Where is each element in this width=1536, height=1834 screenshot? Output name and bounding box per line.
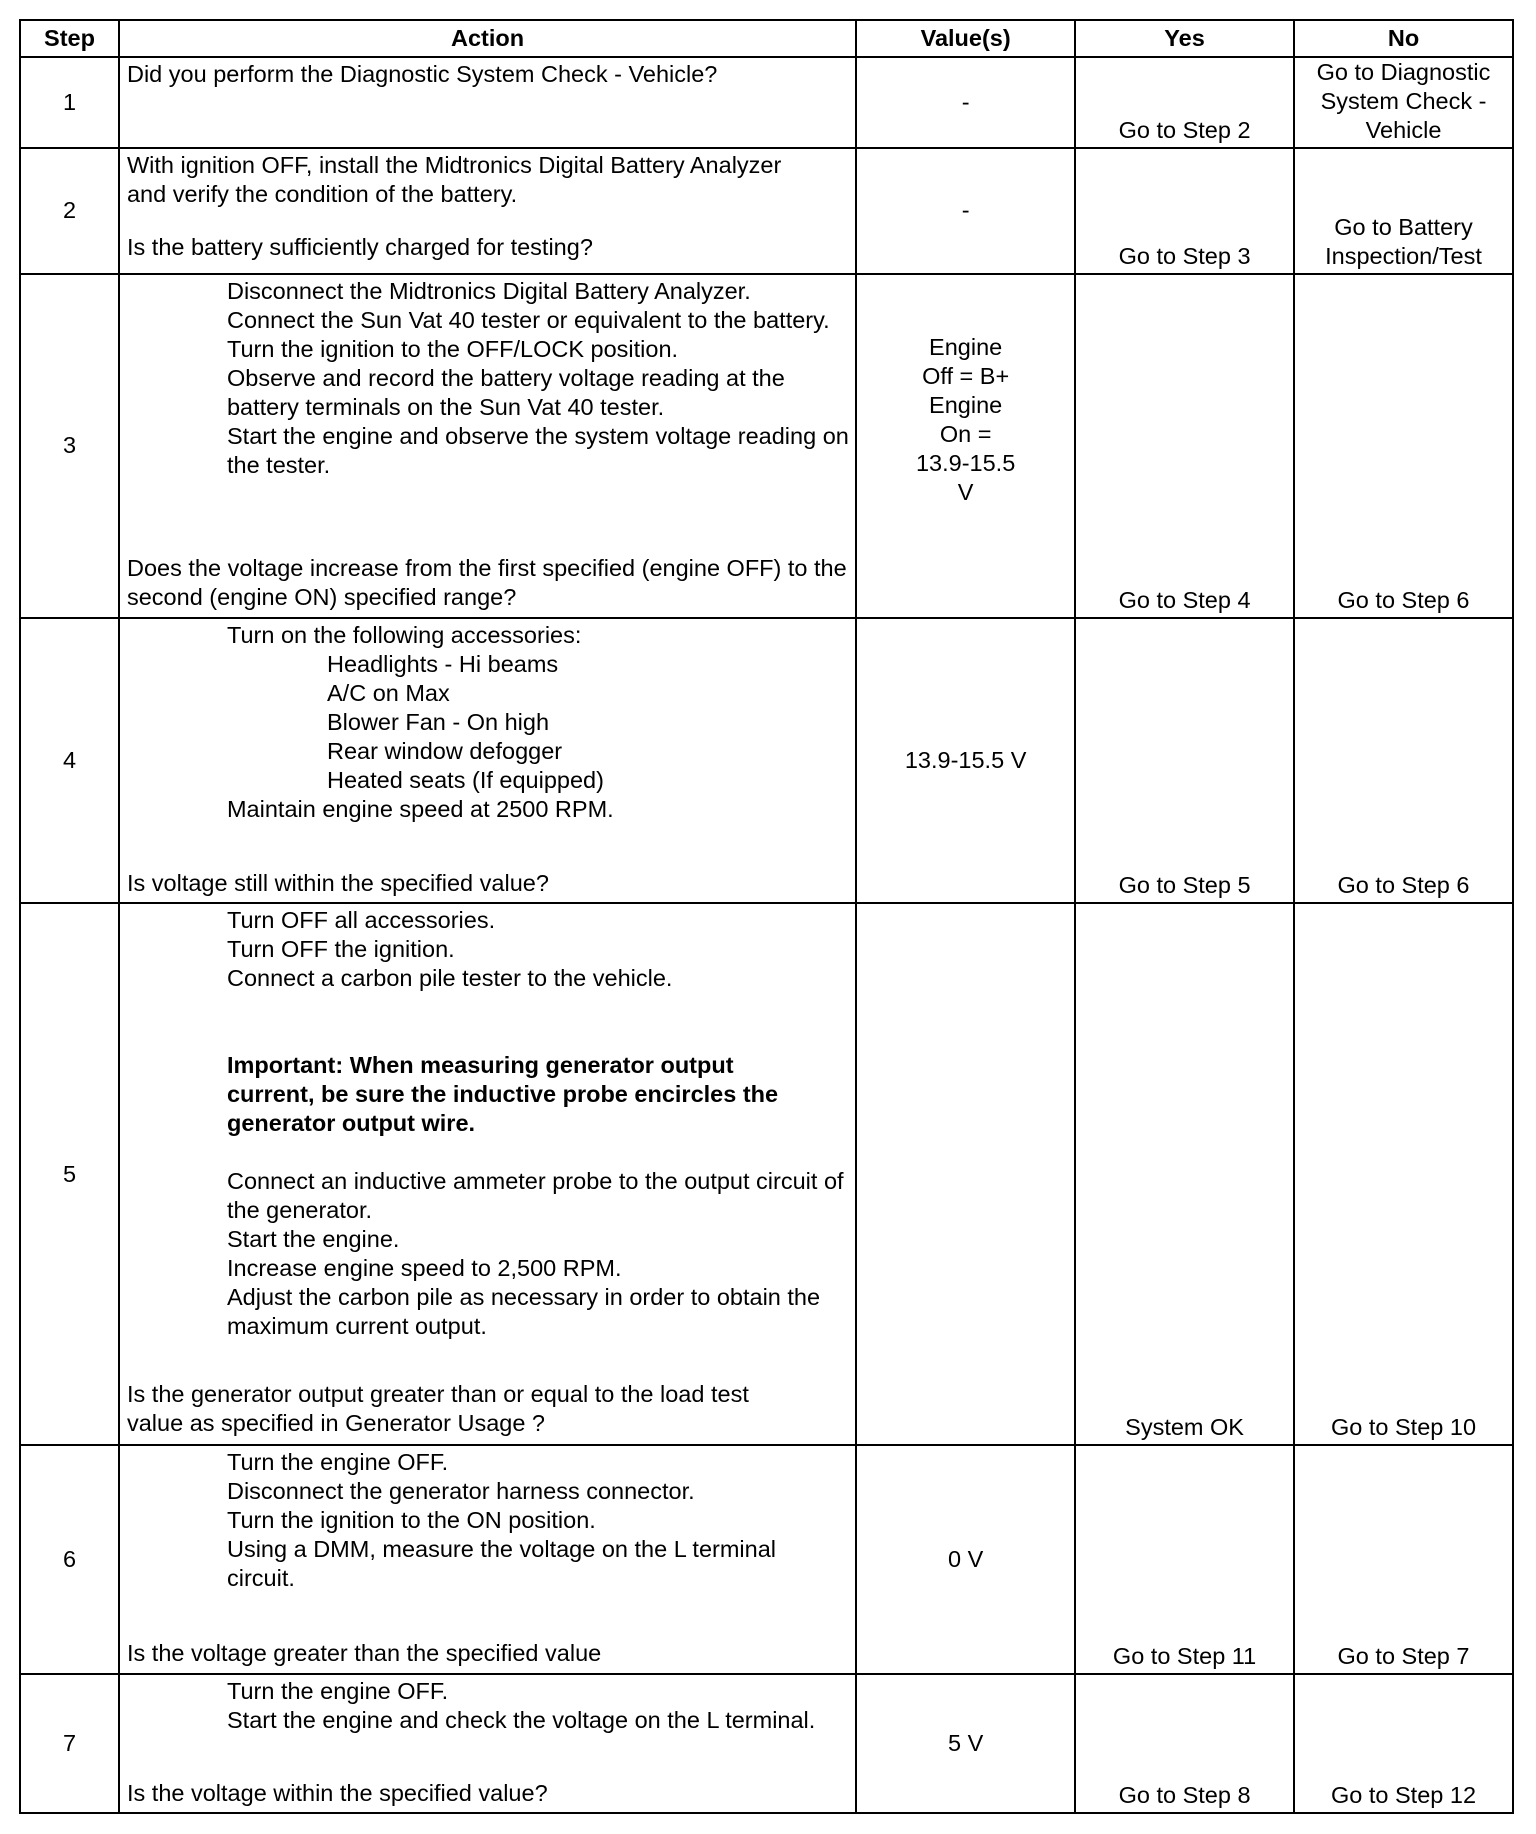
action-cell — [119, 1674, 856, 1813]
diagnostic-table — [19, 19, 1514, 1814]
action-step: Connect the Sun Vat 40 tester or equivalent to the battery. — [226, 306, 830, 333]
action-text: With ignition OFF, install the Midtronics Digital Battery Analyzer — [126, 152, 782, 179]
action-step: Turn the engine OFF. — [226, 1677, 449, 1704]
table-row — [20, 274, 1513, 618]
no-cell: Go to Diagnostic System Check - Vehicle — [1294, 57, 1513, 148]
action-step: Adjust the carbon pile as necessary in order to obtain the maximum current output. — [226, 1284, 821, 1340]
step-number: 6 — [20, 1445, 119, 1674]
action-cell — [119, 148, 856, 273]
yes-cell: Go to Step 8 — [1075, 1674, 1294, 1813]
action-step: Turn OFF all accessories. — [226, 907, 496, 934]
important-note: Important: When measuring generator output current, be sure the inductive probe encircles the generator output wire. — [226, 1052, 779, 1137]
yes-cell: Go to Step 2 — [1075, 57, 1294, 148]
value-cell: 13.9-15.5 V — [856, 618, 1075, 904]
value-cell — [856, 903, 1075, 1445]
action-substep: Headlights - Hi beams — [326, 650, 559, 677]
no-cell: Go to Step 10 — [1294, 903, 1513, 1445]
no-cell: Go to Step 6 — [1294, 274, 1513, 618]
table-row — [20, 618, 1513, 904]
action-step: Turn the engine OFF. — [226, 1448, 449, 1475]
action-cell — [119, 1445, 856, 1674]
action-question: Is the battery sufficiently charged for testing? — [126, 234, 593, 261]
action-question: Does the voltage increase from the first specified (engine OFF) to the second (engine ON) specified range? — [126, 554, 847, 610]
value-cell — [856, 274, 1075, 618]
yes-cell: Go to Step 3 — [1075, 148, 1294, 273]
value-cell: - — [856, 57, 1075, 148]
step-number: 2 — [20, 148, 119, 273]
action-step: Start the engine. — [226, 1226, 400, 1253]
action-step: Using a DMM, measure the voltage on the L terminal circuit. — [226, 1535, 777, 1591]
action-text: and verify the condition of the battery. — [126, 181, 518, 208]
action-step: Connect an inductive ammeter probe to the output circuit of the generator. — [226, 1168, 844, 1224]
yes-cell: Go to Step 11 — [1075, 1445, 1294, 1674]
action-question: Is the generator output greater than or equal to the load test value as specified in Generator Usage ? — [126, 1381, 749, 1437]
action-text: Did you perform the Diagnostic System Check - Vehicle? — [126, 61, 718, 87]
no-cell: Go to Step 12 — [1294, 1674, 1513, 1813]
action-cell — [119, 274, 856, 618]
yes-cell: Go to Step 4 — [1075, 274, 1294, 618]
action-step: Disconnect the Midtronics Digital Battery Analyzer. — [226, 277, 751, 304]
value-cell: 0 V — [856, 1445, 1075, 1674]
action-cell — [119, 57, 856, 148]
value-cell: 5 V — [856, 1674, 1075, 1813]
step-number: 4 — [20, 618, 119, 904]
action-substep: Rear window defogger — [326, 737, 563, 764]
no-cell: Go to Step 6 — [1294, 618, 1513, 904]
action-step: Turn on the following accessories: — [226, 621, 582, 648]
step-number: 7 — [20, 1674, 119, 1813]
no-cell: Go to Step 7 — [1294, 1445, 1513, 1674]
header-row — [20, 20, 1513, 57]
table-row — [20, 1445, 1513, 1674]
action-question: Is the voltage within the specified value? — [126, 1779, 548, 1806]
action-substep: A/C on Max — [326, 679, 450, 706]
action-step: Observe and record the battery voltage reading at the battery terminals on the Sun Vat 40 tester. — [226, 364, 785, 420]
yes-cell: System OK — [1075, 903, 1294, 1445]
value-cell: - — [856, 148, 1075, 273]
action-question: Is voltage still within the specified value? — [126, 869, 549, 896]
header-no: No — [1294, 20, 1513, 57]
table-row — [20, 1674, 1513, 1813]
action-step: Maintain engine speed at 2500 RPM. — [226, 795, 614, 822]
action-step: Start the engine and observe the system voltage reading on the tester. — [226, 422, 849, 478]
table-row — [20, 57, 1513, 148]
table-row — [20, 148, 1513, 273]
action-question: Is the voltage greater than the specified value — [126, 1639, 602, 1666]
action-step: Turn OFF the ignition. — [226, 936, 455, 963]
action-cell — [119, 618, 856, 904]
action-step: Turn the ignition to the OFF/LOCK position. — [226, 335, 679, 362]
action-cell — [119, 903, 856, 1445]
action-step: Increase engine speed to 2,500 RPM. — [226, 1255, 622, 1282]
step-number: 1 — [20, 57, 119, 148]
table-row — [20, 903, 1513, 1445]
action-step: Turn the ignition to the ON position. — [226, 1506, 596, 1533]
header-action: Action — [119, 20, 856, 57]
step-number: 3 — [20, 274, 119, 618]
yes-cell: Go to Step 5 — [1075, 618, 1294, 904]
step-number: 5 — [20, 903, 119, 1445]
action-substep: Blower Fan - On high — [326, 708, 550, 735]
header-yes: Yes — [1075, 20, 1294, 57]
action-step: Connect a carbon pile tester to the vehicle. — [226, 965, 673, 992]
no-cell: Go to Battery Inspection/Test — [1294, 148, 1513, 273]
action-step: Start the engine and check the voltage on the L terminal. — [226, 1706, 816, 1733]
action-substep: Heated seats (If equipped) — [326, 766, 604, 793]
header-step: Step — [20, 20, 119, 57]
header-value: Value(s) — [856, 20, 1075, 57]
value-text: Engine Off = B+ Engine On = 13.9-15.5 V — [915, 333, 1016, 505]
action-step: Disconnect the generator harness connector. — [226, 1477, 695, 1504]
